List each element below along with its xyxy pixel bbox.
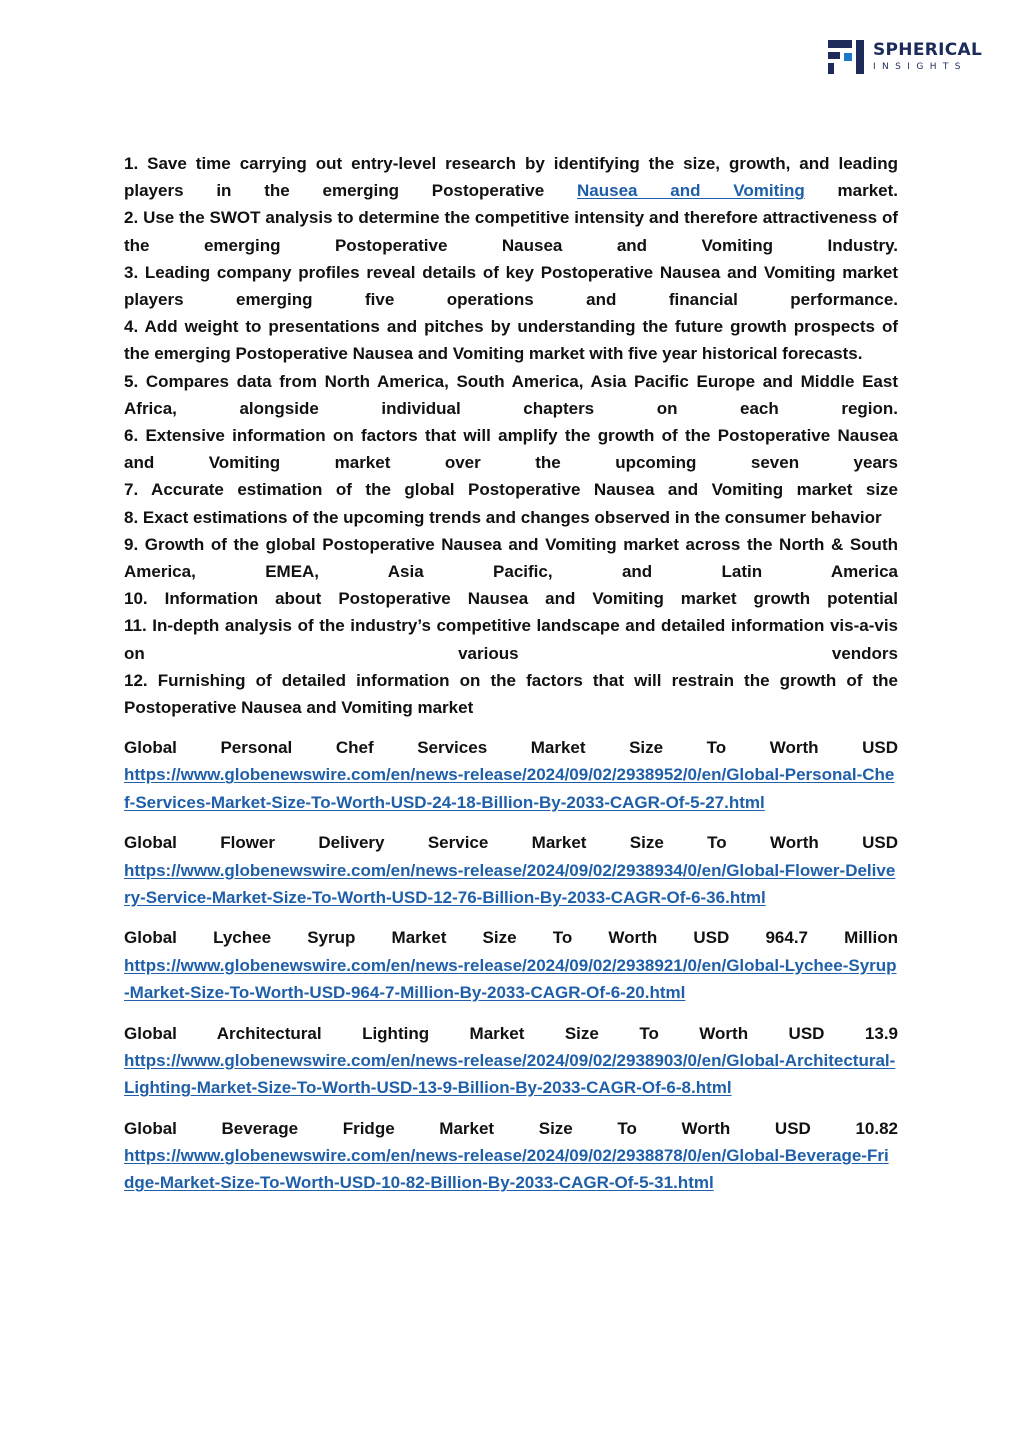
list-item-1-text: 1. Save time carrying out entry-level research by identifying the size, growth, and leading players in the emerging Postoperative	[124, 154, 898, 201]
reference-title: Global Lychee Syrup Market Size To Worth USD 964.7 Million	[124, 928, 898, 948]
reference-item	[124, 1115, 898, 1197]
reference-item	[124, 924, 898, 1006]
related-links	[124, 734, 898, 1196]
nausea-and-vomiting-link[interactable]: Nausea and Vomiting	[577, 181, 805, 201]
reference-title: Global Beverage Fridge Market Size To Worth USD 10.82	[124, 1118, 898, 1138]
reference-link[interactable]: https://www.globenewswire.com/en/news-release/2024/09/02/2938934/0/en/Global-Flower-Delivery-Service-Market-Size-To-Worth-USD-12-76-Billion-By-2033-CAGR-Of-6-36.html	[124, 860, 896, 907]
list-item-5: 5. Compares data from North America, South America, Asia Pacific Europe and Middle East Africa, alongside individual chapters on each region.	[124, 371, 898, 418]
list-item-11: 11. In-depth analysis of the industry’s competitive landscape and detailed information vis-a-vis on various vendors	[124, 616, 898, 663]
reference-link[interactable]: https://www.globenewswire.com/en/news-release/2024/09/02/2938952/0/en/Global-Personal-Chef-Services-Market-Size-To-Worth-USD-24-18-Billion-By-2033-CAGR-Of-5-27.html	[124, 765, 895, 812]
reference-item	[124, 1020, 898, 1102]
list-item-9: 9. Growth of the global Postoperative Nausea and Vomiting market across the North & South America, EMEA, Asia Pacific, and Latin America	[124, 534, 898, 582]
brand-subtitle: INSIGHTS	[873, 62, 967, 72]
brand-text	[873, 42, 982, 72]
list-item-12: 12. Furnishing of detailed information on the factors that will restrain the growth of the Postoperative Nausea and Vomiting market	[124, 670, 898, 718]
spherical-insights-logo-icon	[828, 40, 866, 74]
list-item-7: 7. Accurate estimation of the global Postoperative Nausea and Vomiting market size	[124, 480, 898, 500]
list-item-8: 8. Exact estimations of the upcoming trends and changes observed in the consumer behavior	[124, 507, 882, 527]
list-item-3: 3. Leading company profiles reveal details of key Postoperative Nausea and Vomiting market players emerging five operations and financial performance.	[124, 262, 898, 310]
brand-logo	[828, 40, 982, 74]
brand-name: SPHERICAL	[873, 40, 983, 60]
reference-link[interactable]: https://www.globenewswire.com/en/news-release/2024/09/02/2938878/0/en/Global-Beverage-Fridge-Market-Size-To-Worth-USD-10-82-Billion-By-2033-CAGR-Of-5-31.html	[124, 1145, 889, 1193]
list-item-4: 4. Add weight to presentations and pitches by understanding the future growth prospects of the emerging Postoperative Nausea and Vomiting market with five year historical forecasts.	[124, 317, 898, 364]
reference-item	[124, 829, 898, 911]
list-item-10: 10. Information about Postoperative Nausea and Vomiting market growth potential	[124, 589, 898, 609]
reference-link[interactable]: https://www.globenewswire.com/en/news-release/2024/09/02/2938921/0/en/Global-Lychee-Syrup-Market-Size-To-Worth-USD-964-7-Million-By-2033-CAGR-Of-6-20.html	[124, 955, 897, 1002]
reference-title: Global Architectural Lighting Market Size To Worth USD 13.9	[124, 1023, 898, 1043]
list-item-1-suffix: market.	[804, 181, 898, 201]
reference-title: Global Personal Chef Services Market Size To Worth USD	[124, 738, 898, 758]
list-item-6: 6. Extensive information on factors that will amplify the growth of the Postoperative Nausea and Vomiting market over the upcoming seven years	[124, 426, 898, 473]
reference-item	[124, 734, 898, 816]
document-body	[124, 150, 898, 1196]
list-item-1	[124, 150, 898, 204]
list-item-2: 2. Use the SWOT analysis to determine the competitive intensity and therefore attractiveness of the emerging Postoperative Nausea and Vomiting Industry.	[124, 208, 898, 255]
reference-link[interactable]: https://www.globenewswire.com/en/news-release/2024/09/02/2938903/0/en/Global-Architectural-Lighting-Market-Size-To-Worth-USD-13-9-Billion-By-2033-CAGR-Of-6-8.html	[124, 1050, 896, 1097]
reference-title: Global Flower Delivery Service Market Size To Worth USD	[124, 833, 898, 853]
